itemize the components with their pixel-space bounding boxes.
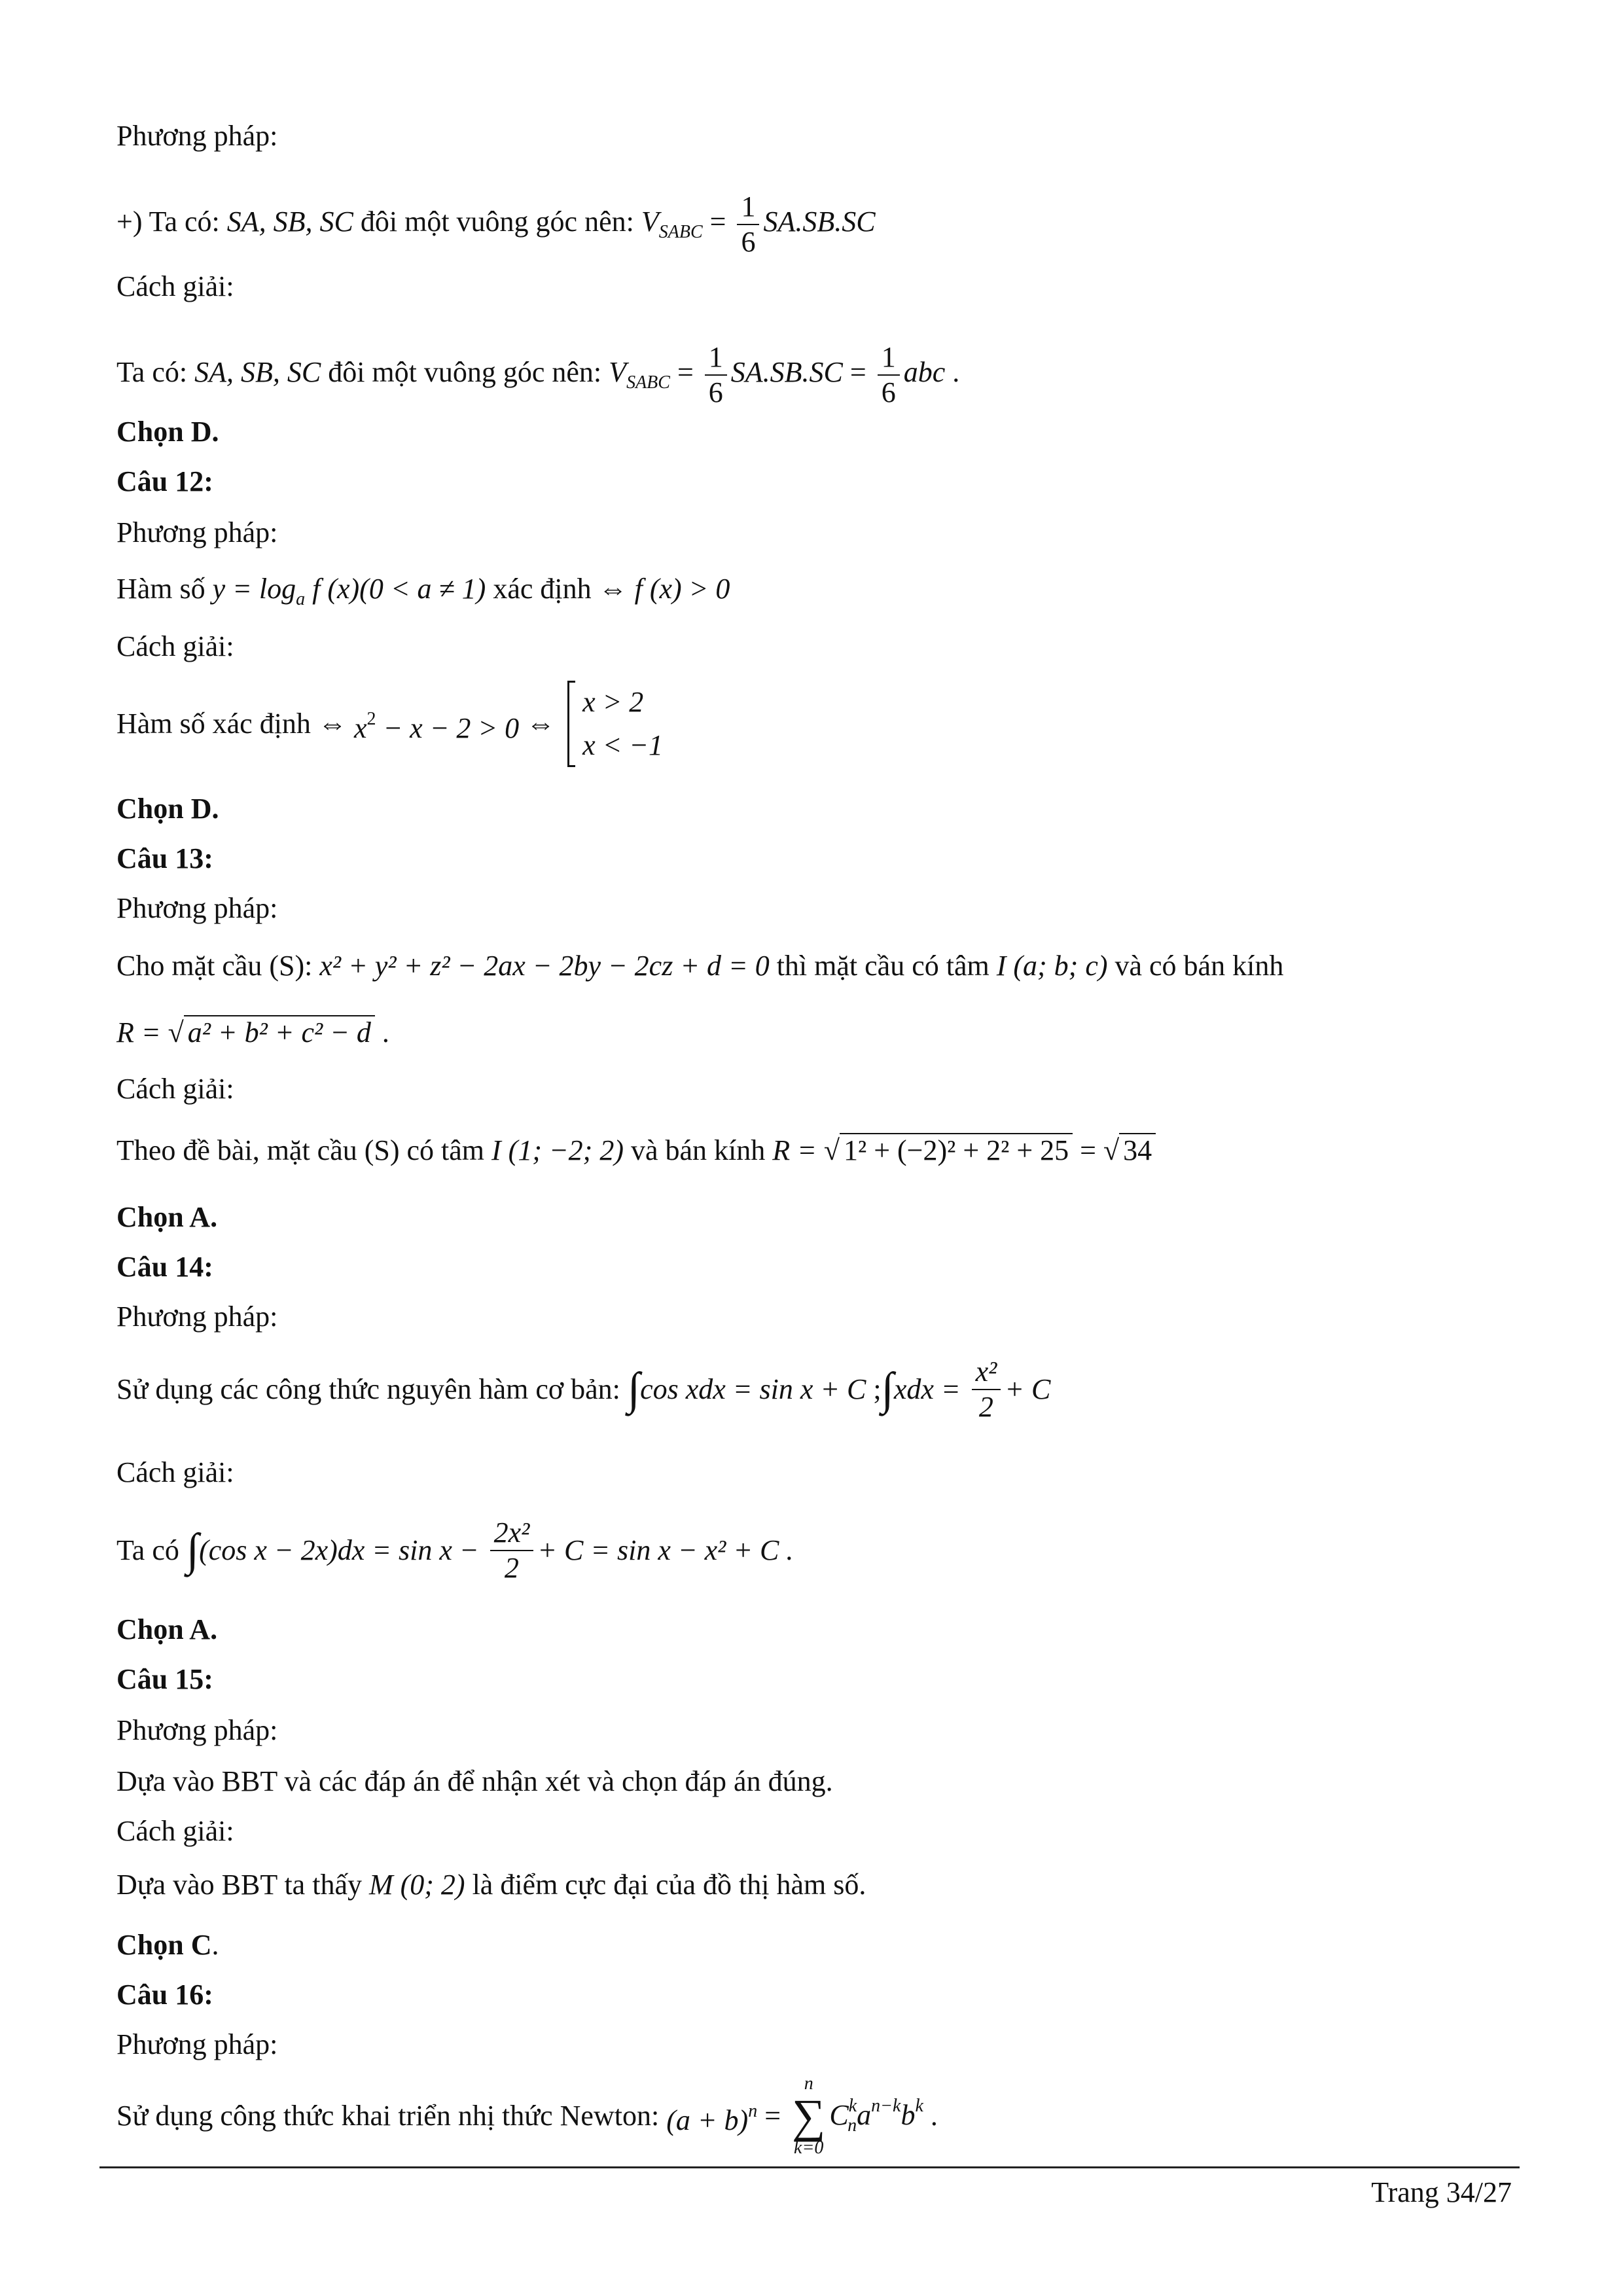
equals: = xyxy=(1073,1134,1103,1166)
fraction-one-sixth: $\frac{1}{6}$ xyxy=(705,340,727,410)
volume-subscript: SABC xyxy=(626,372,670,393)
solution-label xyxy=(116,1813,234,1850)
log-domain-line xyxy=(116,571,730,618)
volume-formula-line xyxy=(116,190,876,259)
separator: ; xyxy=(873,1373,882,1405)
period: . xyxy=(945,356,960,389)
section-method-label xyxy=(116,118,277,154)
cos-antiderivative: cos xdx = sin x + C xyxy=(640,1373,866,1405)
x-antiderivative: xdx = xyxy=(893,1373,968,1405)
bbt-method-line xyxy=(116,1763,833,1800)
binomial-coefficient: C xyxy=(829,2099,849,2131)
domain-solution-line xyxy=(116,681,663,767)
equals: = xyxy=(709,206,734,238)
text: Chọn A. xyxy=(116,1613,218,1645)
sphere-equation: x² + y² + z² − 2ax − 2by − 2cz + d = 0 xyxy=(319,950,770,982)
sphere-center: I (a; b; c) xyxy=(996,950,1108,982)
text: Ta có: xyxy=(116,356,195,389)
text: Theo đề bài, mặt cầu (S) có tâm xyxy=(116,1134,492,1166)
text: Hàm số xác định xyxy=(116,708,318,740)
text: xác định xyxy=(493,573,599,605)
solution-label xyxy=(116,628,234,665)
period: . xyxy=(923,2100,938,2132)
equals: = xyxy=(764,2100,789,2132)
text: Dựa vào BBT ta thấy xyxy=(116,1869,369,1901)
radius-lhs: R = xyxy=(772,1134,824,1166)
section-method-label xyxy=(116,1712,277,1749)
sphere-solution-line xyxy=(116,1132,1156,1169)
text: Câu 14: xyxy=(116,1251,213,1283)
sum-lower: k=0 xyxy=(794,2138,824,2158)
log-base: a xyxy=(296,589,306,609)
text: Phương pháp: xyxy=(116,120,278,152)
integral-result: + C = sin x − x² + C . xyxy=(537,1534,794,1566)
text: Cách giải: xyxy=(116,1456,234,1488)
text: Chọn A. xyxy=(116,1201,218,1233)
text: Sử dụng các công thức nguyên hàm cơ bản: xyxy=(116,1373,628,1405)
edges-text: SA, SB, SC xyxy=(194,356,321,389)
section-method-label xyxy=(116,514,277,551)
solution-label xyxy=(116,1454,234,1491)
positivity-condition: f (x) > 0 xyxy=(634,573,730,605)
radius-sqrt: √ a² + b² + c² − d xyxy=(168,1014,375,1051)
solution-label xyxy=(116,268,234,305)
text: Cách giải: xyxy=(116,270,234,302)
text: Ta có xyxy=(116,1534,187,1566)
text: và có bán kính xyxy=(1115,950,1284,982)
iff-symbol: ⇔ xyxy=(317,708,347,740)
abc-term: abc xyxy=(903,356,946,389)
iff-symbol: ⇔ xyxy=(526,708,556,740)
volume-solution-line xyxy=(116,340,959,410)
text: Sử dụng công thức khai triển nhị thức Newton: xyxy=(116,2100,667,2132)
iff-symbol: ⇔ xyxy=(598,573,628,605)
text: Chọn C xyxy=(116,1929,212,1961)
text: và bán kính xyxy=(630,1134,773,1166)
solution-label xyxy=(116,1071,234,1107)
period: . xyxy=(211,1929,219,1961)
sphere-center: I (1; −2; 2) xyxy=(491,1134,624,1166)
sum-upper: n xyxy=(804,2073,813,2094)
equals: = xyxy=(849,356,874,389)
answer-q15 xyxy=(116,1927,219,1964)
equals: = xyxy=(677,356,701,389)
section-method-label xyxy=(116,890,277,927)
page-number: Trang 34/27 xyxy=(1371,2176,1512,2208)
question-heading-16 xyxy=(116,1977,213,2013)
answer-q13 xyxy=(116,1199,217,1236)
question-heading-15 xyxy=(116,1661,213,1698)
fraction-one-sixth: $\frac{1}{6}$ xyxy=(737,190,759,259)
text: Phương pháp: xyxy=(116,892,278,924)
text: Hàm số xyxy=(116,573,213,605)
text: Chọn D. xyxy=(116,793,219,825)
text: đôi một vuông góc nên: xyxy=(360,206,641,238)
section-method-label xyxy=(116,2026,277,2063)
constant: + C xyxy=(1005,1373,1051,1405)
integral-sign: ∫ xyxy=(627,1364,641,1415)
summation: n ∑ k=0 xyxy=(792,2073,826,2158)
text: Câu 13: xyxy=(116,842,213,874)
text: Cho mặt cầu (S): xyxy=(116,950,320,982)
answer-q12 xyxy=(116,791,219,827)
integral-body: (cos x − 2x)dx = sin x − xyxy=(199,1534,486,1566)
text: Câu 12: xyxy=(116,465,213,497)
text: Cách giải: xyxy=(116,1815,234,1847)
volume-symbol: V xyxy=(641,206,659,238)
section-method-label xyxy=(116,1299,277,1335)
text: Câu 15: xyxy=(116,1663,213,1695)
footer-divider xyxy=(99,2166,1520,2168)
radius-lhs: R = xyxy=(116,1016,168,1049)
solution-cases xyxy=(567,681,663,767)
answer-q14 xyxy=(116,1611,217,1648)
period: . xyxy=(374,1016,389,1049)
volume-symbol: V xyxy=(609,356,627,389)
text: là điểm cực đại của đồ thị hàm số. xyxy=(472,1869,866,1901)
extremum-line xyxy=(116,1867,866,1903)
radius-formula-line xyxy=(116,1014,389,1051)
question-heading-12 xyxy=(116,463,213,500)
edges-text: SA, SB, SC xyxy=(226,206,353,238)
fraction-2x2-over-2: $\frac{\text{2x²}}{2}$ xyxy=(490,1516,534,1585)
text: Câu 16: xyxy=(116,1979,213,2011)
text: Phương pháp: xyxy=(116,2028,278,2060)
quadratic-rest: − x − 2 > 0 xyxy=(376,712,527,744)
fraction-x2-over-2: $\frac{\text{x²}}{2}$ xyxy=(972,1355,1001,1424)
text: Dựa vào BBT và các đáp án để nhận xét và chọn đáp án đúng. xyxy=(116,1765,833,1797)
binomial-exponent: n xyxy=(748,2101,758,2121)
text: Phương pháp: xyxy=(116,1714,278,1746)
square-exponent: 2 xyxy=(366,709,376,729)
integral-sign: ∫ xyxy=(881,1364,894,1415)
text: Cách giải: xyxy=(116,1073,234,1105)
edge-product: SA.SB.SC xyxy=(763,206,876,238)
text: đôi một vuông góc nên: xyxy=(328,356,609,389)
antiderivative-formulas-line xyxy=(116,1355,1050,1424)
integral-sign: ∫ xyxy=(186,1525,200,1576)
case-one: x > 2 xyxy=(582,686,644,718)
log-argument: f (x)(0 < a ≠ 1) xyxy=(305,573,486,605)
sphere-equation-line xyxy=(116,948,1283,984)
text: Phương pháp: xyxy=(116,1300,278,1333)
text: Cách giải: xyxy=(116,630,234,662)
log-lhs: y = log xyxy=(212,573,296,605)
text: Chọn D. xyxy=(116,416,219,448)
integral-solution-line xyxy=(116,1516,793,1585)
question-heading-13 xyxy=(116,840,213,877)
question-heading-14 xyxy=(116,1249,213,1285)
edge-product: SA.SB.SC xyxy=(730,356,843,389)
sqrt-34: √ 34 xyxy=(1103,1132,1156,1169)
text: +) Ta có: xyxy=(116,206,227,238)
text: thì mặt cầu có tâm xyxy=(776,950,997,982)
radius-sqrt: √ 1² + (−2)² + 2² + 25 xyxy=(824,1132,1073,1169)
answer-q11 xyxy=(116,414,219,450)
fraction-one-sixth: $\frac{1}{6}$ xyxy=(878,340,900,410)
binomial-lhs: (a + b) xyxy=(666,2104,749,2136)
case-two: x < −1 xyxy=(582,729,663,761)
binomial-line: Sử dụng công thức khai triển nhị thức Newton: $(a + b)^n$ = n ∑ k=0 $C^k_na^{n-k}b^k$ . xyxy=(116,2073,938,2158)
quadratic-variable: x xyxy=(353,712,367,744)
text: Phương pháp: xyxy=(116,516,278,548)
max-point: M (0; 2) xyxy=(368,1869,465,1901)
volume-subscript: SABC xyxy=(658,222,703,243)
